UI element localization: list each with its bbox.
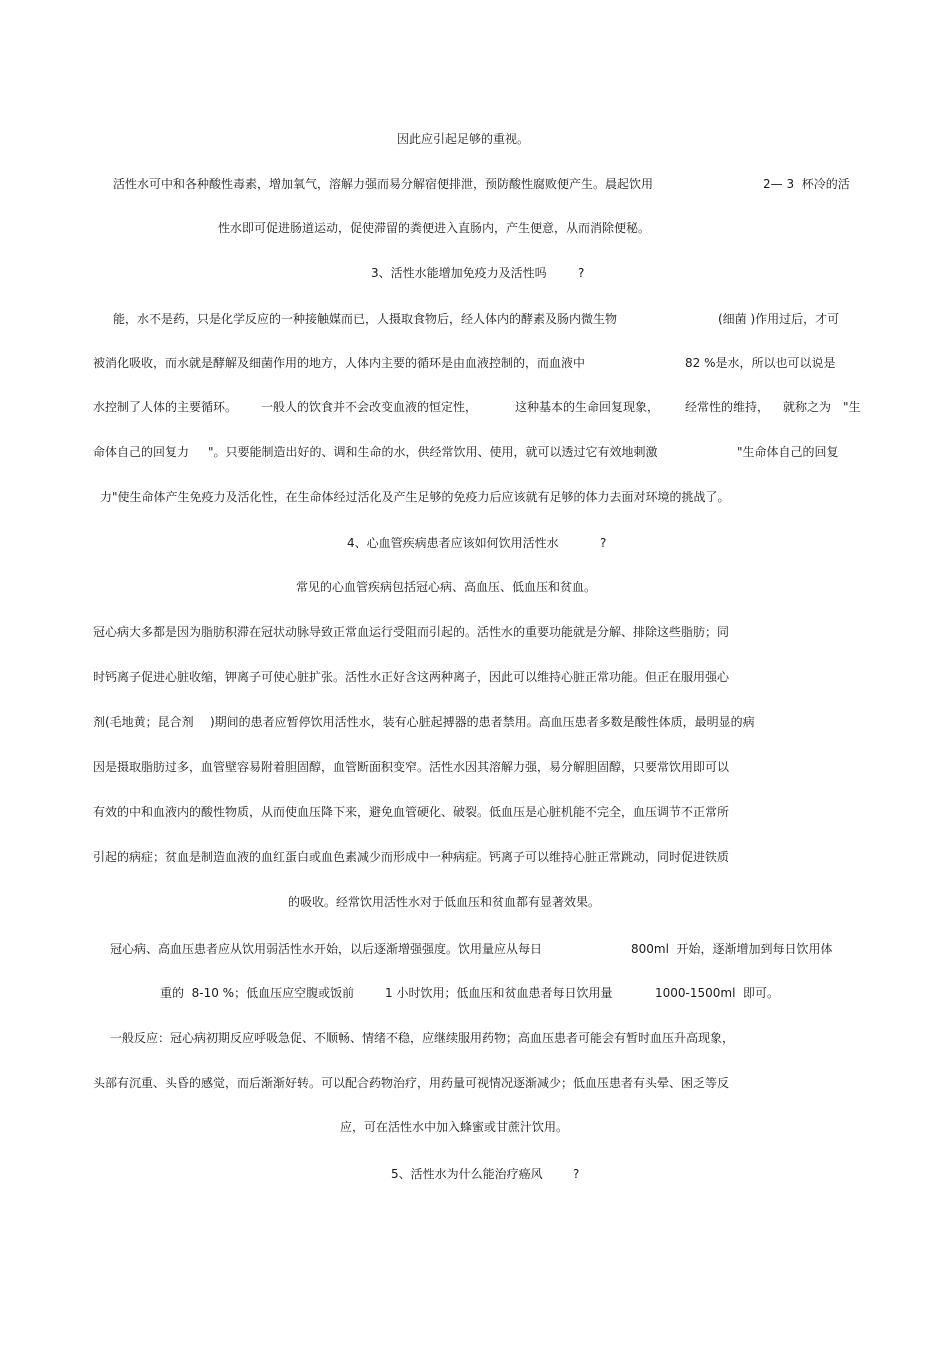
section-heading-mark: ? bbox=[600, 536, 607, 550]
text-line: 引起的病症；贫血是制造血液的血红蛋白或血色素减少而形成中一种病症。钙离子可以维持心脏正常跳动，同时促进铁质 bbox=[93, 850, 730, 864]
text-line: "。只要能制造出好的、调和生命的水，供经常饮用、使用，就可以透过它有效地刺激 bbox=[208, 445, 658, 459]
text-line: 能，水不是药，只是化学反应的一种接触媒而已，人摄取食物后，经人体内的酵素及肠内微生物 bbox=[113, 312, 618, 326]
text-line: 经常性的维持， bbox=[685, 400, 770, 414]
text-line: 800ml 开始，逐渐增加到每日饮用体 bbox=[631, 942, 833, 956]
text-line: "生 bbox=[843, 400, 861, 414]
section-heading-mark: ? bbox=[573, 1167, 580, 1181]
text-line: 头部有沉重、头昏的感觉，而后渐渐好转。可以配合药物治疗，用药量可视情况逐渐减少；低血压患者有头晕、困乏等反 bbox=[93, 1076, 730, 1090]
text-line: 因是摄取脂肪过多，血管壁容易附着胆固醇，血管断面积变窄。活性水因其溶解力强，易分解胆固醇，只要常饮用即可以 bbox=[93, 760, 730, 774]
text-line: 活性水可中和各种酸性毒素，增加氧气，溶解力强而易分解宿便排泄，预防酸性腐败便产生。晨起饮用 bbox=[113, 177, 654, 191]
text-line: 冠心病、高血压患者应从饮用弱活性水开始，以后逐渐增强强度。饮用量应从每日 bbox=[110, 942, 543, 956]
text-line: 1 小时饮用；低血压和贫血患者每日饮用量 bbox=[385, 986, 613, 1000]
text-line: 被消化吸收，而水就是酵解及细菌作用的地方，人体内主要的循环是由血液控制的，而血液中 bbox=[93, 356, 586, 370]
section-heading: 5、活性水为什么能治疗癌风 bbox=[391, 1167, 543, 1181]
text-line: 常见的心血管疾病包括冠心病、高血压、低血压和贫血。 bbox=[296, 580, 597, 594]
text-line: 水控制了人体的主要循环。 bbox=[93, 400, 238, 414]
text-line: 一般反应：冠心病初期反应呼吸急促、不顺畅、情绪不稳，应继续服用药物；高血压患者可能会有暂时血压升高现象， bbox=[110, 1031, 735, 1045]
text-line: 冠心病大多都是因为脂肪积滞在冠状动脉导致正常血运行受阻而引起的。活性水的重要功能就是分解、排除这些脂肪；同 bbox=[93, 625, 730, 639]
text-line: 就称之为 bbox=[783, 400, 832, 414]
text-line: 时钙离子促进心脏收缩，钾离子可使心脏扩张。活性水正好含这两种离子，因此可以维持心脏正常功能。但正在服用强心 bbox=[93, 670, 730, 684]
text-line: 82 %是水，所以也可以说是 bbox=[685, 356, 836, 370]
text-line: 应，可在活性水中加入蜂蜜或甘蔗汁饮用。 bbox=[340, 1120, 569, 1134]
section-heading-mark: ? bbox=[578, 266, 585, 280]
section-heading: 4、心血管疾病患者应该如何饮用活性水 bbox=[347, 536, 559, 550]
text-line: 有效的中和血液内的酸性物质，从而使血压降下来，避免血管硬化、破裂。低血压是心脏机能不完全，血压调节不正常所 bbox=[93, 805, 730, 819]
text-line: 性水即可促进肠道运动，促使滞留的粪便进入直肠内，产生便意，从而消除便秘。 bbox=[218, 221, 651, 235]
section-heading: 3、活性水能增加免疫力及活性吗 bbox=[371, 266, 547, 280]
text-line: 力"使生命体产生免疫力及活化性，在生命体经过活化及产生足够的免疫力后应该就有足够的体力去面对环境的挑战了。 bbox=[100, 490, 730, 504]
text-line: 这种基本的生命回复现象， bbox=[515, 400, 660, 414]
text-line: (细菌 )作用过后，才可 bbox=[718, 312, 840, 326]
text-line: 2— 3 杯冷的活 bbox=[763, 177, 850, 191]
text-line: "生命体自己的回复 bbox=[737, 445, 839, 459]
text-line: 因此应引起足够的重视。 bbox=[397, 132, 530, 146]
text-line: 重的 8-10 %；低血压应空腹或饭前 bbox=[160, 986, 355, 1000]
text-line: 一般人的饮食并不会改变血液的恒定性， bbox=[261, 400, 478, 414]
text-line: 的吸收。经常饮用活性水对于低血压和贫血都有显著效果。 bbox=[288, 895, 601, 909]
text-line: 1000-1500ml 即可。 bbox=[655, 986, 780, 1000]
text-line: 命体自己的回复力 bbox=[93, 445, 190, 459]
text-line: 剂(毛地黄；昆合剂 bbox=[93, 715, 194, 729]
text-line: )期间的患者应暂停饮用活性水，装有心脏起搏器的患者禁用。高血压患者多数是酸性体质，最明显的病 bbox=[210, 715, 755, 729]
